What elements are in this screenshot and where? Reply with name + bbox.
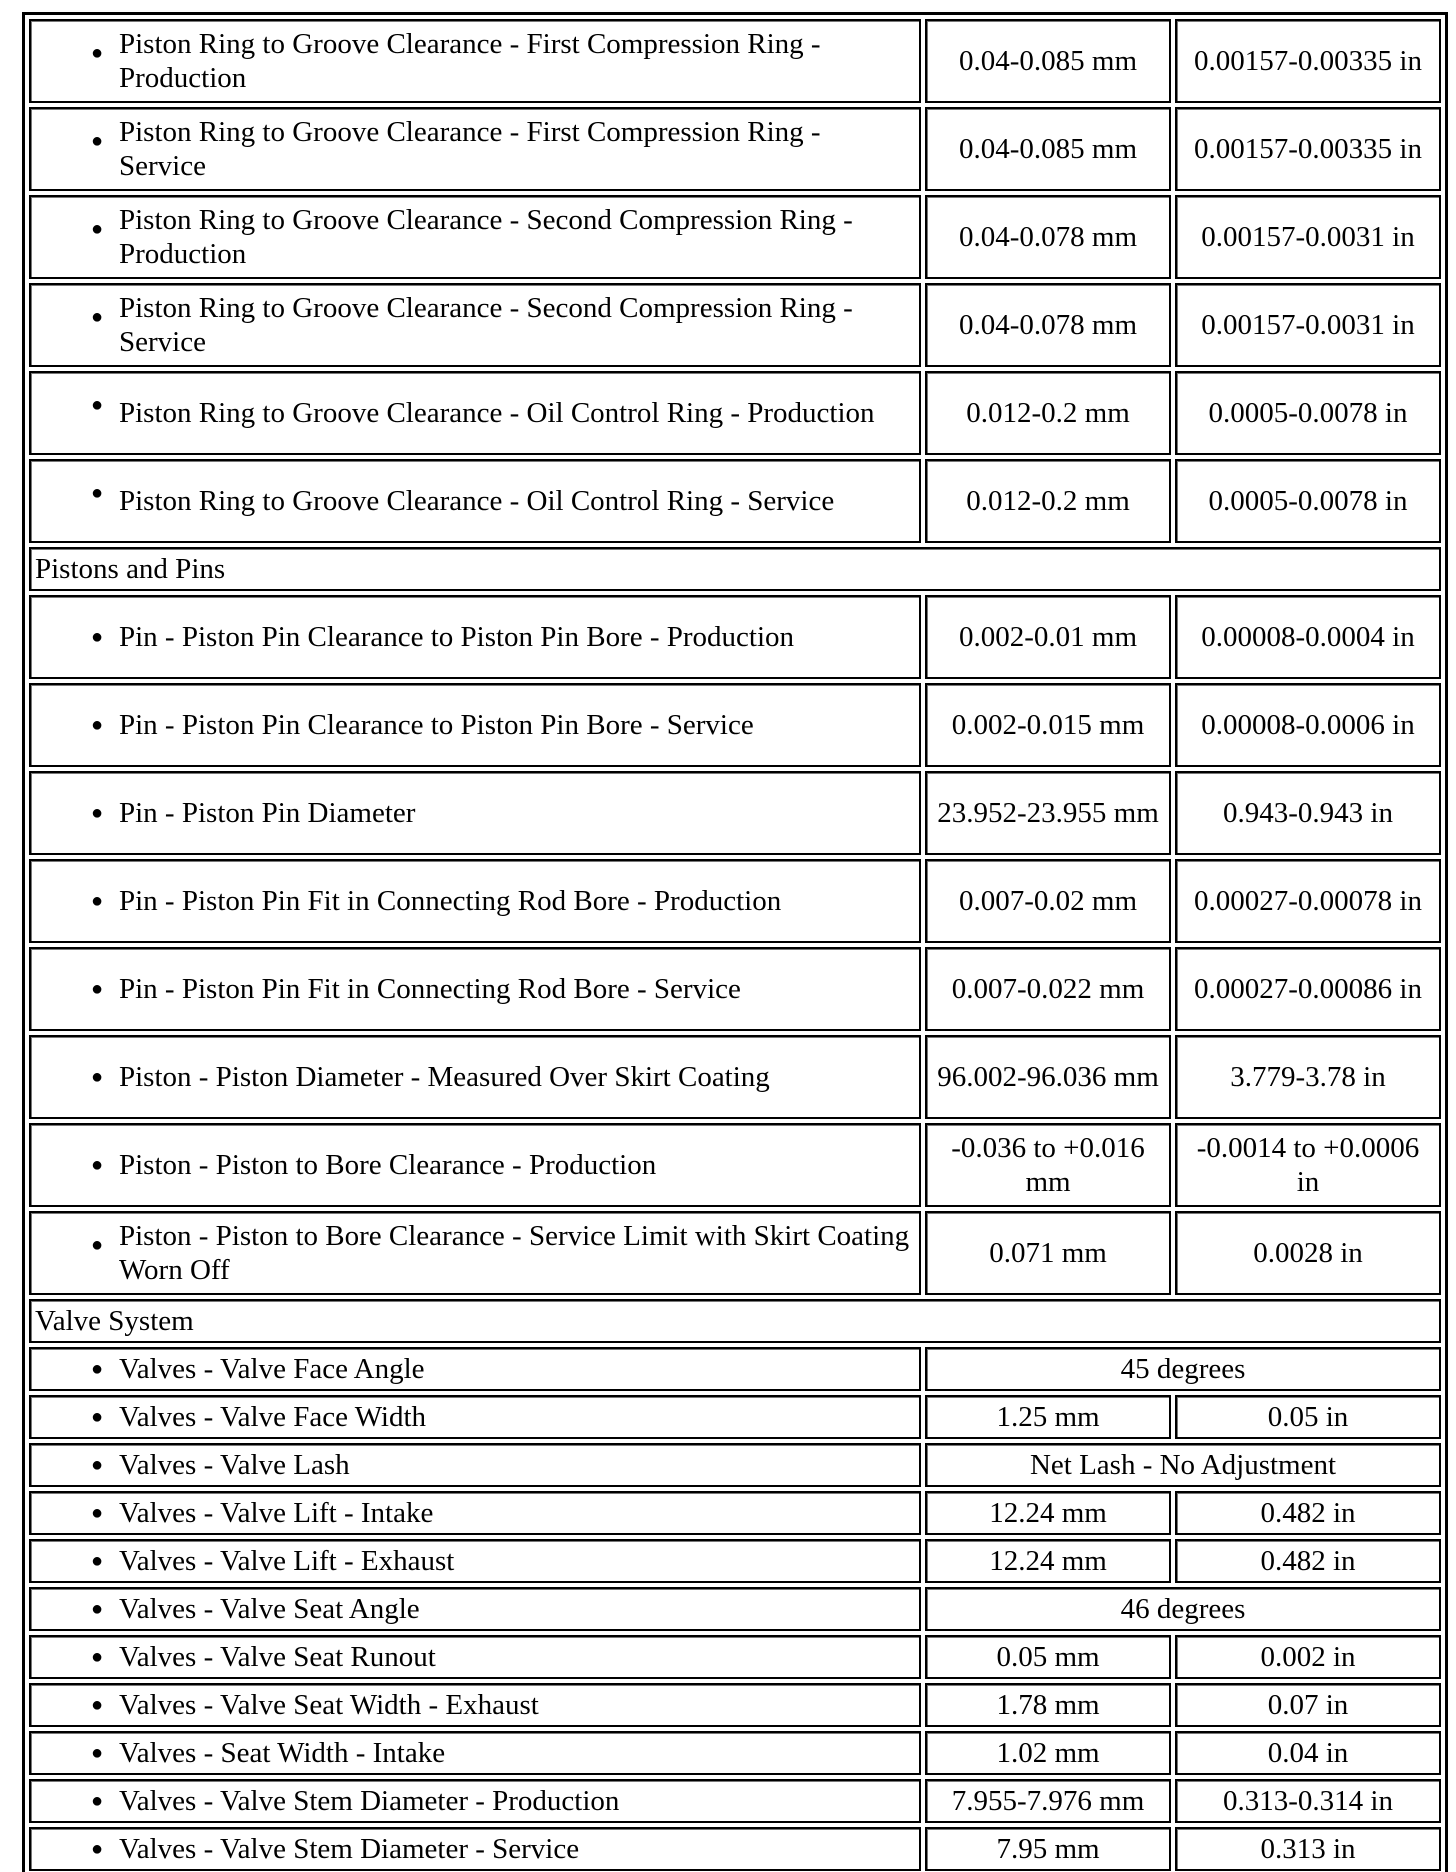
spec-name: Valves - Valve Stem Diameter - Production	[119, 1785, 620, 1817]
spec-name: Piston Ring to Groove Clearance - First Compression Ring - Service	[119, 116, 821, 182]
imperial-value: 0.00008-0.0006 in	[1175, 683, 1441, 767]
bullet-icon: ●	[91, 130, 104, 152]
metric-value: 23.952-23.955 mm	[925, 771, 1171, 855]
imperial-value: 0.313 in	[1175, 1827, 1441, 1871]
spec-name: Pin - Piston Pin Fit in Connecting Rod Bore - Service	[119, 973, 741, 1005]
bullet-icon: ●	[91, 1598, 104, 1620]
bullet-icon: ●	[91, 626, 104, 648]
spec-name: Valves - Valve Seat Width - Exhaust	[119, 1689, 539, 1721]
table-row	[29, 283, 1441, 367]
specifications-table	[22, 12, 1448, 1872]
spec-name: Piston - Piston Diameter - Measured Over Skirt Coating	[119, 1061, 770, 1093]
spec-name-cell	[29, 1779, 921, 1823]
spec-name-cell	[29, 1827, 921, 1871]
section-title: Pistons and Pins	[29, 547, 1441, 591]
spec-name: Piston Ring to Groove Clearance - Oil Control Ring - Production	[119, 397, 875, 429]
spec-name-cell	[29, 1211, 921, 1295]
bullet-icon: ●	[91, 1154, 104, 1176]
spec-name: Piston Ring to Groove Clearance - Oil Control Ring - Service	[119, 485, 835, 517]
metric-value: 0.007-0.02 mm	[925, 859, 1171, 943]
imperial-value: 0.00157-0.0031 in	[1175, 195, 1441, 279]
spec-name-cell	[29, 1123, 921, 1207]
metric-value: -0.036 to +0.016 mm	[925, 1123, 1171, 1207]
spec-name: Piston Ring to Groove Clearance - First Compression Ring - Production	[119, 28, 821, 94]
spec-name: Valves - Valve Lift - Exhaust	[119, 1545, 455, 1577]
table-row	[29, 107, 1441, 191]
bullet-icon: ●	[91, 1454, 104, 1476]
bullet-icon: ●	[91, 802, 104, 824]
table-row	[29, 947, 1441, 1031]
imperial-value: 0.00027-0.00086 in	[1175, 947, 1441, 1031]
imperial-value: 0.482 in	[1175, 1491, 1441, 1535]
metric-value: 0.012-0.2 mm	[925, 459, 1171, 543]
table-row	[29, 1035, 1441, 1119]
imperial-value: 0.002 in	[1175, 1635, 1441, 1679]
spec-name-cell	[29, 595, 921, 679]
metric-value: 12.24 mm	[925, 1491, 1171, 1535]
bullet-icon: ●	[91, 1694, 104, 1716]
spec-name: Piston - Piston to Bore Clearance - Service Limit with Skirt Coating Worn Off	[119, 1220, 910, 1286]
imperial-value: 0.00157-0.00335 in	[1175, 107, 1441, 191]
table-row	[29, 195, 1441, 279]
bullet-icon: ●	[91, 1234, 104, 1256]
metric-value: 0.002-0.01 mm	[925, 595, 1171, 679]
metric-value: 7.95 mm	[925, 1827, 1171, 1871]
section-title: Valve System	[29, 1299, 1441, 1343]
table-row	[29, 1491, 1441, 1535]
table-row	[29, 1779, 1441, 1823]
bullet-icon: ●	[91, 1790, 104, 1812]
bullet-icon: ●	[91, 218, 104, 240]
spec-name: Piston Ring to Groove Clearance - Second Compression Ring - Production	[119, 204, 853, 270]
spec-name-cell	[29, 283, 921, 367]
table-row	[29, 1539, 1441, 1583]
bullet-icon: ●	[91, 978, 104, 1000]
bullet-icon: ●	[91, 1742, 104, 1764]
bullet-icon: ●	[91, 1550, 104, 1572]
bullet-icon: ●	[91, 482, 104, 504]
spec-name-cell	[29, 1491, 921, 1535]
spec-name: Valves - Valve Face Width	[119, 1401, 427, 1433]
combined-value: Net Lash - No Adjustment	[925, 1443, 1441, 1487]
imperial-value: 0.482 in	[1175, 1539, 1441, 1583]
imperial-value: 0.00027-0.00078 in	[1175, 859, 1441, 943]
spec-name-cell	[29, 1539, 921, 1583]
imperial-value: 0.943-0.943 in	[1175, 771, 1441, 855]
spec-name: Valves - Seat Width - Intake	[119, 1737, 446, 1769]
spec-name: Pin - Piston Pin Clearance to Piston Pin Bore - Production	[119, 621, 795, 653]
metric-value: 7.955-7.976 mm	[925, 1779, 1171, 1823]
metric-value: 0.012-0.2 mm	[925, 371, 1171, 455]
combined-value: 46 degrees	[925, 1587, 1441, 1631]
bullet-icon: ●	[91, 1838, 104, 1860]
metric-value: 1.78 mm	[925, 1683, 1171, 1727]
section-header-row	[29, 1299, 1441, 1343]
metric-value: 0.007-0.022 mm	[925, 947, 1171, 1031]
table-row	[29, 683, 1441, 767]
spec-name: Valves - Valve Lift - Intake	[119, 1497, 434, 1529]
spec-name-cell	[29, 371, 921, 455]
table-row	[29, 1395, 1441, 1439]
bullet-icon: ●	[91, 1646, 104, 1668]
spec-name-cell	[29, 683, 921, 767]
spec-name: Valves - Valve Face Angle	[119, 1353, 425, 1385]
metric-value: 0.04-0.078 mm	[925, 283, 1171, 367]
bullet-icon: ●	[91, 1406, 104, 1428]
metric-value: 0.002-0.015 mm	[925, 683, 1171, 767]
imperial-value: 3.779-3.78 in	[1175, 1035, 1441, 1119]
imperial-value: 0.0028 in	[1175, 1211, 1441, 1295]
metric-value: 96.002-96.036 mm	[925, 1035, 1171, 1119]
spec-name: Pin - Piston Pin Fit in Connecting Rod Bore - Production	[119, 885, 782, 917]
metric-value: 1.02 mm	[925, 1731, 1171, 1775]
spec-name: Pin - Piston Pin Clearance to Piston Pin Bore - Service	[119, 709, 754, 741]
metric-value: 0.04-0.078 mm	[925, 195, 1171, 279]
imperial-value: 0.0005-0.0078 in	[1175, 459, 1441, 543]
bullet-icon: ●	[91, 1358, 104, 1380]
bullet-icon: ●	[91, 306, 104, 328]
spec-name-cell	[29, 19, 921, 103]
spec-name-cell	[29, 1347, 921, 1391]
imperial-value: 0.00157-0.0031 in	[1175, 283, 1441, 367]
spec-name-cell	[29, 1035, 921, 1119]
table-row	[29, 1827, 1441, 1871]
spec-name-cell	[29, 459, 921, 543]
imperial-value: 0.04 in	[1175, 1731, 1441, 1775]
combined-value: 45 degrees	[925, 1347, 1441, 1391]
metric-value: 0.04-0.085 mm	[925, 19, 1171, 103]
table-row	[29, 1587, 1441, 1631]
bullet-icon: ●	[91, 394, 104, 416]
spec-name-cell	[29, 947, 921, 1031]
bullet-icon: ●	[91, 890, 104, 912]
bullet-icon: ●	[91, 714, 104, 736]
spec-name-cell	[29, 107, 921, 191]
table-row	[29, 1443, 1441, 1487]
bullet-icon: ●	[91, 1502, 104, 1524]
spec-name-cell	[29, 1683, 921, 1727]
imperial-value: 0.00008-0.0004 in	[1175, 595, 1441, 679]
table-row	[29, 19, 1441, 103]
table-row	[29, 771, 1441, 855]
spec-name: Pin - Piston Pin Diameter	[119, 797, 416, 829]
table-row	[29, 1731, 1441, 1775]
metric-value: 0.05 mm	[925, 1635, 1171, 1679]
spec-name: Piston Ring to Groove Clearance - Second Compression Ring - Service	[119, 292, 853, 358]
table-row	[29, 1123, 1441, 1207]
imperial-value: 0.0005-0.0078 in	[1175, 371, 1441, 455]
table-row	[29, 1683, 1441, 1727]
table-row	[29, 859, 1441, 943]
imperial-value: 0.07 in	[1175, 1683, 1441, 1727]
spec-name-cell	[29, 1395, 921, 1439]
spec-name: Valves - Valve Seat Angle	[119, 1593, 420, 1625]
imperial-value: -0.0014 to +0.0006 in	[1175, 1123, 1441, 1207]
table-row	[29, 459, 1441, 543]
imperial-value: 0.313-0.314 in	[1175, 1779, 1441, 1823]
table-row	[29, 1635, 1441, 1679]
spec-name-cell	[29, 1587, 921, 1631]
metric-value: 12.24 mm	[925, 1539, 1171, 1583]
table-row	[29, 371, 1441, 455]
table-row	[29, 1347, 1441, 1391]
section-header-row	[29, 547, 1441, 591]
metric-value: 0.071 mm	[925, 1211, 1171, 1295]
spec-name-cell	[29, 195, 921, 279]
metric-value: 0.04-0.085 mm	[925, 107, 1171, 191]
spec-name: Piston - Piston to Bore Clearance - Production	[119, 1149, 657, 1181]
spec-name-cell	[29, 1731, 921, 1775]
spec-name: Valves - Valve Lash	[119, 1449, 350, 1481]
metric-value: 1.25 mm	[925, 1395, 1171, 1439]
spec-name: Valves - Valve Stem Diameter - Service	[119, 1833, 580, 1865]
imperial-value: 0.00157-0.00335 in	[1175, 19, 1441, 103]
bullet-icon: ●	[91, 1066, 104, 1088]
spec-name-cell	[29, 771, 921, 855]
spec-name-cell	[29, 859, 921, 943]
spec-name: Valves - Valve Seat Runout	[119, 1641, 436, 1673]
table-row	[29, 1211, 1441, 1295]
imperial-value: 0.05 in	[1175, 1395, 1441, 1439]
bullet-icon: ●	[91, 42, 104, 64]
spec-name-cell	[29, 1635, 921, 1679]
table-row	[29, 595, 1441, 679]
spec-name-cell	[29, 1443, 921, 1487]
